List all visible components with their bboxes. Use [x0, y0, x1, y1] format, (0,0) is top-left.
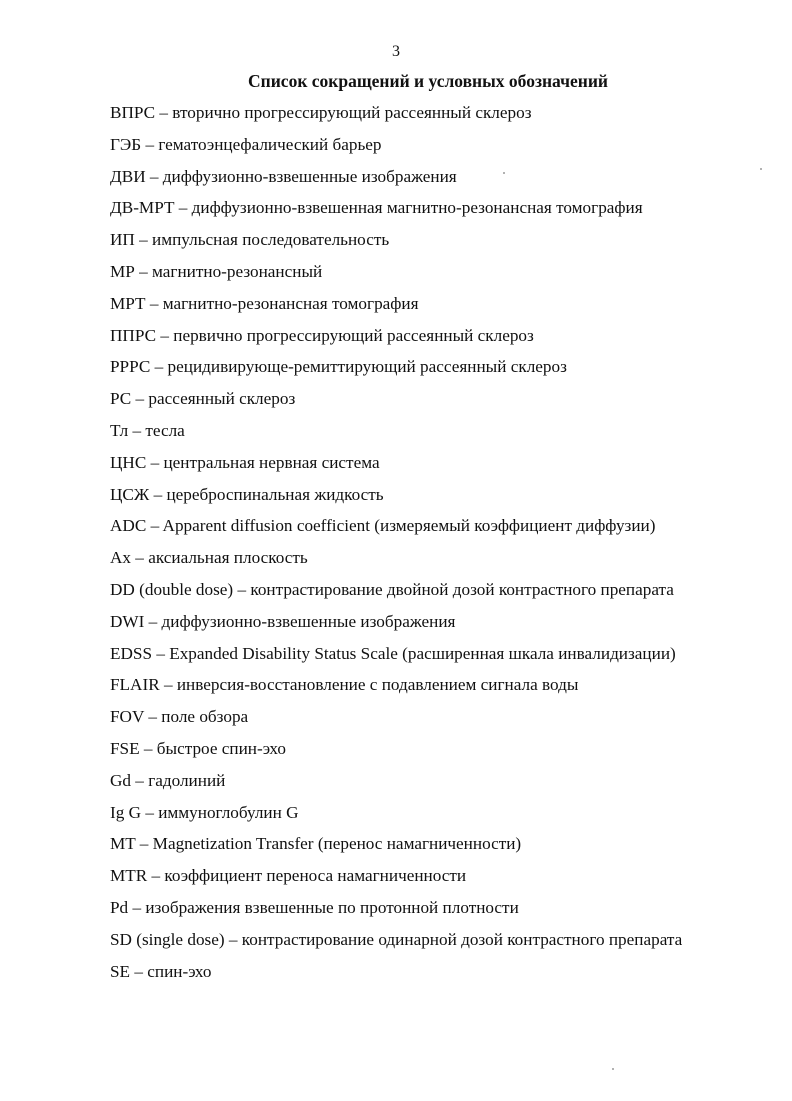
- abbreviation-entry: SD (single dose) – контрастирование одинарной дозой контрастного препарата: [110, 929, 683, 949]
- abbreviation-entry: SE – спин-эхо: [110, 961, 212, 981]
- abbreviation-entry: Pd – изображения взвешенные по протонной плотности: [110, 897, 519, 917]
- abbreviation-entry: MTR – коэффициент переноса намагниченности: [110, 866, 467, 886]
- abbreviation-entry: DWI – диффузионно-взвешенные изображения: [110, 611, 456, 631]
- abbreviation-entry: ДВ-МРТ – диффузионно-взвешенная магнитно-резонансная томография: [110, 198, 643, 218]
- abbreviation-entry: МР – магнитно-резонансный: [110, 261, 323, 281]
- abbreviation-entry: ППРС – первично прогрессирующий рассеянный склероз: [110, 325, 534, 345]
- abbreviation-entry: DD (double dose) – контрастирование двойной дозой контрастного препарата: [110, 579, 674, 599]
- abbreviation-entry: FLAIR – инверсия-восстановление с подавлением сигнала воды: [110, 675, 579, 695]
- abbreviation-entry: ЦСЖ – цереброспинальная жидкость: [110, 484, 384, 504]
- abbreviation-list: [110, 101, 770, 991]
- page-number: 3: [392, 43, 400, 60]
- scan-speck: [503, 172, 505, 174]
- abbreviation-entry: MT – Magnetization Transfer (перенос намагниченности): [110, 834, 522, 854]
- abbreviation-entry: Тл – тесла: [110, 420, 185, 440]
- scan-speck: [612, 1068, 614, 1070]
- abbreviation-entry: Ax – аксиальная плоскость: [110, 548, 308, 568]
- abbreviation-entry: FSE – быстрое спин-эхо: [110, 738, 286, 758]
- abbreviation-entry: ДВИ – диффузионно-взвешенные изображения: [110, 166, 457, 186]
- abbreviation-entry: РРРС – рецидивирующе-ремиттирующий рассеянный склероз: [110, 357, 567, 377]
- abbreviation-entry: ЦНС – центральная нервная система: [110, 452, 380, 472]
- page-title: Список сокращений и условных обозначений: [248, 71, 608, 91]
- abbreviation-entry: EDSS – Expanded Disability Status Scale (расширенная шкала инвалидизации): [110, 643, 676, 663]
- scan-speck: [760, 168, 762, 170]
- abbreviation-entry: Ig G – иммуноглобулин G: [110, 802, 299, 822]
- abbreviation-entry: ГЭБ – гематоэнцефалический барьер: [110, 134, 382, 154]
- abbreviation-entry: Gd – гадолиний: [110, 770, 226, 790]
- abbreviation-entry: МРТ – магнитно-резонансная томография: [110, 293, 419, 313]
- abbreviation-entry: ВПРС – вторично прогрессирующий рассеянный склероз: [110, 103, 532, 122]
- abbreviation-entry: ADC – Apparent diffusion coefficient (измеряемый коэффициент диффузии): [110, 516, 656, 536]
- abbreviation-entry: ИП – импульсная последовательность: [110, 230, 390, 250]
- abbreviation-entry: FOV – поле обзора: [110, 707, 249, 727]
- abbreviation-entry: РС – рассеянный склероз: [110, 389, 296, 409]
